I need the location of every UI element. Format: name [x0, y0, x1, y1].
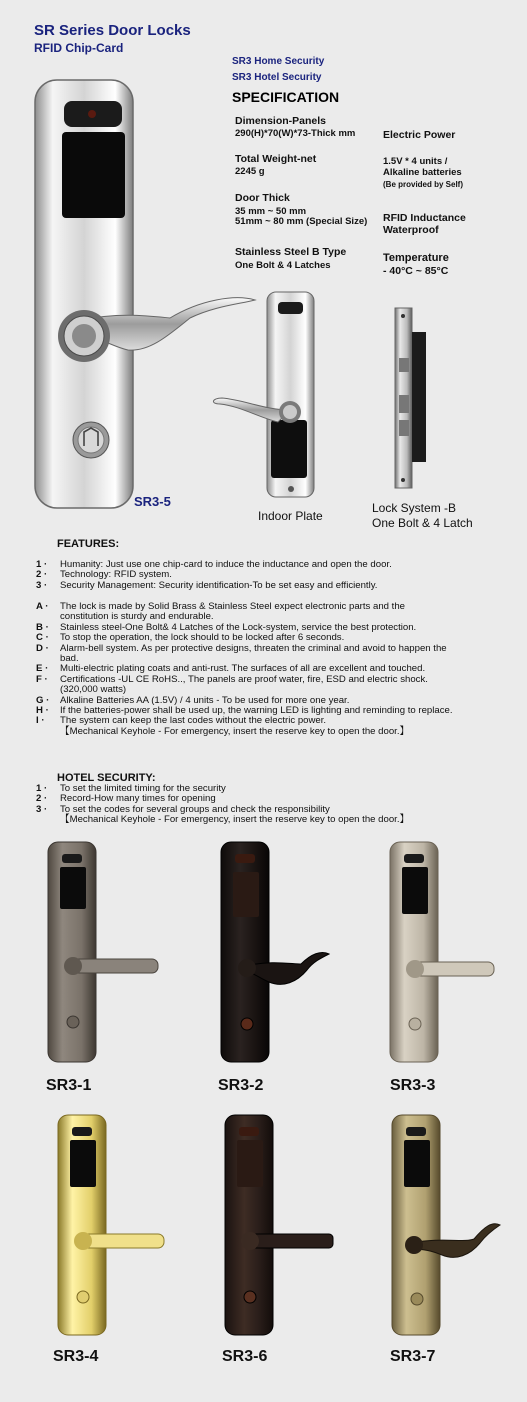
list-item-marker: 1 · [36, 559, 48, 570]
lock-system-caption-2: One Bolt & 4 Latch [372, 516, 473, 530]
list-item-marker: 3 · [36, 579, 48, 591]
list-item-marker: 2 · [36, 793, 48, 805]
list-item-marker: I · [36, 715, 45, 727]
list-item-text: To set the limited timing for the security [60, 783, 226, 794]
spec-steel-label: Stainless Steel B Type [235, 246, 347, 258]
list-item-marker: C · [36, 632, 49, 644]
page-title: SR Series Door Locks [34, 22, 191, 39]
spec-heading: SPECIFICATION [232, 89, 340, 105]
list-item-text: Record-How many times for opening [60, 793, 216, 805]
spec-steel-value: One Bolt & 4 Latches [235, 260, 331, 271]
list-item-text: 【Mechanical Keyhole - For emergency, insert the reserve key to open the door.】 [60, 725, 410, 737]
spec-power-value-1: 1.5V * 4 units / [383, 156, 448, 167]
list-item-text: Alarm-bell system. As per protective designs, threaten the criminal and avoid to happen the bad. [60, 642, 447, 665]
features-heading: FEATURES: [57, 538, 120, 550]
list-item-text: To stop the operation, the lock should to be locked after 6 seconds. [60, 632, 345, 644]
main-model-label: SR3-5 [134, 494, 171, 509]
list-item-text: Certifications -UL CE RoHS.., The panels are proof water, fire, ESD and electric shock.(320,000 watts) [60, 673, 428, 696]
spec-dimension-label: Dimension-Panels [235, 115, 327, 127]
model-label-sr3-7: SR3-7 [390, 1348, 436, 1365]
spec-home-security: SR3 Home Security [232, 56, 325, 67]
list-item [36, 675, 456, 696]
list-item [36, 644, 456, 665]
page-subtitle: RFID Chip-Card [34, 41, 124, 55]
list-item [36, 581, 456, 591]
list-item-marker: A · [36, 601, 49, 612]
list-item [36, 815, 456, 825]
spec-weight-label: Total Weight-net [235, 153, 317, 165]
spec-weight-value: 2245 g [235, 166, 265, 177]
list-item [36, 602, 456, 623]
spec-door-value-2: 51mm ~ 80 mm (Special Size) [235, 216, 368, 227]
list-item-text: 【Mechanical Keyhole - For emergency, insert the reserve key to open the door.】 [60, 814, 410, 826]
hotel-security-list [36, 784, 456, 826]
list-item-text: If the batteries-power shall be used up, the warning LED is lighting and reminding to replace. [60, 705, 453, 717]
spec-power-note: (Be provided by Self) [383, 180, 464, 189]
features-lettered-list [36, 602, 456, 737]
list-item-marker: 1 · [36, 783, 48, 794]
spec-temp-label: Temperature [383, 252, 449, 264]
spec-door-label: Door Thick [235, 192, 290, 204]
list-item-text: Alkaline Batteries AA (1.5V) / 4 units - To be used for more one year. [60, 694, 350, 706]
indoor-plate-caption: Indoor Plate [258, 509, 323, 523]
list-item-marker: G · [36, 694, 50, 706]
list-item-marker: B · [36, 621, 49, 633]
list-item-text: Security Management: Security identification-To be set easy and efficiently. [60, 579, 378, 591]
list-item-text: Multi-electric plating coats and anti-rust. The surfaces of all are excellent and touched. [60, 663, 426, 675]
features-numbered-list [36, 560, 456, 591]
spec-power-label: Electric Power [383, 129, 456, 141]
list-item-text: The lock is made by Solid Brass & Stainless Steel expect electronic parts and the constitution is sturdy and endurable. [60, 601, 406, 623]
spec-door-value-1: 35 mm ~ 50 mm [235, 206, 307, 217]
model-label-sr3-3: SR3-3 [390, 1077, 436, 1094]
list-item [36, 727, 456, 737]
model-label-sr3-4: SR3-4 [53, 1348, 99, 1365]
list-item-text: To set the codes for several groups and check the responsibility [60, 803, 330, 815]
list-item-marker: H · [36, 705, 49, 717]
list-item-text: The system can keep the last codes without the electric power. [60, 715, 327, 727]
list-item-marker: D · [36, 642, 49, 654]
lock-system-caption: Lock System -B [372, 501, 457, 515]
spec-rfid-1: RFID Inductance [383, 212, 466, 224]
list-item-marker: 3 · [36, 803, 48, 815]
hotel-security-heading: HOTEL SECURITY: [57, 772, 156, 784]
list-item-marker: F · [36, 673, 48, 685]
model-label-sr3-1: SR3-1 [46, 1077, 92, 1094]
spec-temp-value: - 40°C ~ 85°C [383, 265, 449, 277]
list-item-text: Stainless steel-One Bolt& 4 Latches of the Lock-system, service the best protection. [60, 621, 417, 633]
model-label-sr3-2: SR3-2 [218, 1077, 264, 1094]
spec-dimension-value: 290(H)*70(W)*73-Thick mm [235, 128, 356, 139]
list-item-text: Humanity: Just use one chip-card to induce the inductance and open the door. [60, 559, 392, 570]
list-item-marker: E · [36, 663, 49, 675]
spec-power-value-2: Alkaline batteries [383, 167, 462, 178]
spec-hotel-security: SR3 Hotel Security [232, 72, 322, 83]
spec-rfid-2: Waterproof [383, 224, 439, 236]
list-item-text: Technology: RFID system. [60, 569, 172, 581]
list-item-marker: 2 · [36, 569, 48, 581]
model-label-sr3-6: SR3-6 [222, 1348, 268, 1365]
